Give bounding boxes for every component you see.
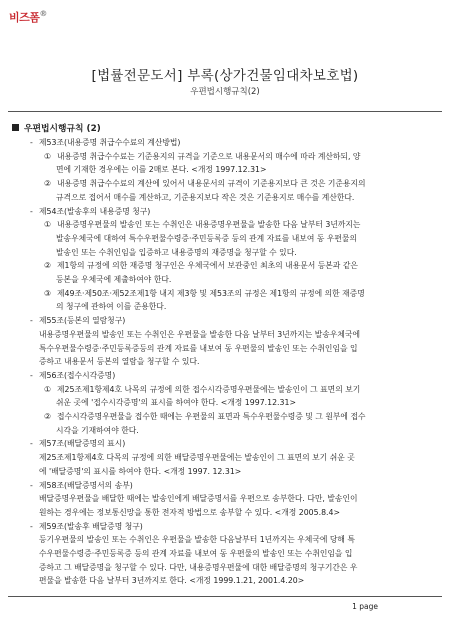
dash-bullet-icon: - (30, 521, 33, 531)
clause-number: ① (44, 151, 51, 161)
body-text-line (56, 273, 171, 287)
body-text-line (56, 300, 166, 314)
line-text: 발송인 또는 수취인임을 입증하고 내용증명의 재증명을 청구할 수 있다. (56, 247, 297, 257)
line-text: 에 '배달증명'의 표시를 하여야 한다. <개정 1997. 12.31> (39, 466, 242, 476)
line-text: 등본을 우체국에 제출하여야 한다. (56, 275, 172, 284)
article-heading (30, 136, 180, 150)
line-text: 제1항의 규정에 의한 재증명 청구인은 우체국에서 보관중인 최초의 내용문서 등본과 같은 (57, 261, 358, 271)
dash-bullet-icon: - (30, 206, 33, 216)
body-text-line (39, 451, 355, 465)
body-text-line (39, 328, 360, 342)
line-text: 배달증명우편물을 배달한 때에는 발송인에게 배달증명서를 우편으로 송부한다. 다만, 발송인이 (39, 494, 358, 504)
line-text: 내용증명우편물의 발송인 또는 수취인은 내용증명우편물을 발송한 다음 날부터 3년까지는 (57, 220, 361, 230)
line-text: 내용증명 취급수수료의 계산에 있어서 내용문서의 규격이 기준용지보다 큰 것은 기준용지의 (57, 179, 366, 189)
line-text: 시각을 기재하여야 한다. (56, 425, 139, 435)
body-text-line (56, 232, 357, 246)
numbered-clause (44, 150, 360, 164)
body-text-line (39, 355, 199, 369)
dash-bullet-icon: - (30, 138, 33, 147)
line-text: 증하고 그 배달증명을 청구할 수 있다. 다만, 내용증명우편물에 대한 배달증명의 청구기간은 우 (39, 562, 358, 572)
body-text-line (56, 396, 296, 410)
line-text: 등기우편물의 발송인 또는 수취인은 우편물을 발송한 다음날부터 1년까지는 우체국에 당해 특 (39, 535, 355, 545)
line-text: 수우편물수령증·주민등록증 등의 관계 자료를 내보여 동 우편물의 발송인 또는 수취인임을 입 (39, 549, 353, 558)
article-heading (30, 520, 143, 534)
body-text-line (56, 246, 297, 260)
body-text-line (39, 342, 358, 356)
line-text: 제57조(배달증명의 표시) (39, 439, 126, 449)
page-number: 1 page (352, 602, 378, 611)
line-text: 접수시각증명우편물을 접수한 때에는 우편물의 표면과 특수우편물수령증 및 그 원부에 접수 (57, 412, 366, 421)
line-text: 제25조제1항제4호 다목의 규정에 의한 배달증명우편물에는 발송인이 그 표면의 보기 쉬운 곳 (39, 453, 355, 463)
line-text: 의 청구에 관하여 이를 준용한다. (56, 302, 167, 312)
line-text: 제49조·제50조·제52조제1항 내지 제3항 및 제53조의 규정은 제1항의 규정에 의한 재증명 (57, 288, 365, 298)
bottom-divider (8, 596, 442, 597)
line-text: 제56조(접수시각증명) (39, 370, 116, 380)
body-text-line (39, 547, 352, 561)
line-text: 규격으로 접어서 매수를 계산하고, 기준용지보다 작은 것은 기준용지로 매수를 계산한다. (56, 192, 355, 202)
article-heading (30, 369, 115, 383)
section-heading: 우편법시행규칙 (2) (12, 121, 101, 134)
body-text-line (39, 574, 304, 588)
brand-logo: 비즈폼® (9, 9, 47, 24)
document-subtitle: 우편법시행규칙(2) (190, 87, 260, 97)
line-text: 내용증명 취급수수료는 기준용지의 규격을 기준으로 내용문서의 매수에 따라 계산하되, 양 (57, 151, 361, 161)
clause-number: ① (44, 384, 51, 394)
numbered-clause (44, 218, 360, 232)
article-heading (30, 479, 133, 493)
line-text: 특수우편물수령증·주민등록증등의 관계 자료를 내보여 동 우편물의 발송인 또는 수취인임을 입 (39, 343, 358, 353)
numbered-clause (44, 383, 360, 397)
clause-number: ② (44, 412, 51, 421)
line-text: 원하는 경우에는 정보통신망을 통한 전자적 방법으로 송부할 수 있다. <개정 2005.8.4> (39, 507, 340, 517)
clause-number: ① (44, 220, 51, 230)
body-text-line (39, 492, 358, 506)
numbered-clause (44, 177, 366, 191)
numbered-clause (44, 287, 365, 301)
document-title: [법률전문도서] 부록(상가건물임대차보호법) (91, 68, 359, 84)
article-heading (30, 205, 150, 219)
clause-number: ② (44, 261, 51, 271)
dash-bullet-icon: - (30, 439, 33, 449)
body-text-line (39, 506, 340, 520)
body-text-line (39, 465, 241, 479)
line-text: 제58조(배달증명서의 송부) (39, 480, 133, 490)
dash-bullet-icon: - (30, 370, 33, 380)
line-text: 증하고 내용문서 등본의 열람을 청구할 수 있다. (39, 357, 200, 367)
body-text-line (56, 191, 354, 205)
body-text-line (39, 533, 355, 547)
line-text: 제53조(내용증명 취급수수료의 계산방법) (39, 138, 181, 147)
numbered-clause (44, 259, 358, 273)
line-text: 제54조(발송후의 내용증명 청구) (39, 206, 151, 216)
line-text: 제25조제1항제4호 나목의 규정에 의한 접수시각증명우편물에는 발송인이 그 표면의 보기 (57, 384, 361, 394)
line-text: 제59조(발송후 배달증명 청구) (39, 521, 143, 531)
body-text-line (56, 424, 139, 438)
square-bullet-icon (12, 124, 19, 131)
top-divider (8, 111, 442, 112)
line-text: 제55조(등본의 열람청구) (39, 316, 126, 326)
line-text: 발송우체국에 대하여 특수우편물수령증·주민등록증 등의 관계 자료를 내보여 동 우편물의 (56, 233, 357, 243)
line-text: 내용증명우편물의 발송인 또는 수취인은 우편물을 발송한 다음 날부터 3년까지는 발송우체국에 (39, 329, 361, 339)
line-text: 쉬운 곳에 '접수시각증명'의 표시를 하여야 한다. <개정 1997.12.31> (56, 398, 296, 408)
clause-number: ③ (44, 288, 51, 298)
dash-bullet-icon: - (30, 480, 33, 490)
line-text: 편물을 발송한 다음 날부터 3년까지로 한다. <개정 1999.1.21, 2001.4.20> (39, 576, 305, 586)
numbered-clause (44, 410, 366, 424)
article-heading (30, 314, 125, 328)
article-heading (30, 437, 125, 451)
line-text: 면에 기재한 경우에는 이를 2매로 본다. <개정 1997.12.31> (56, 165, 267, 175)
clause-number: ② (44, 179, 51, 189)
body-text-line (39, 561, 357, 575)
dash-bullet-icon: - (30, 316, 33, 326)
body-text-line (56, 163, 267, 177)
